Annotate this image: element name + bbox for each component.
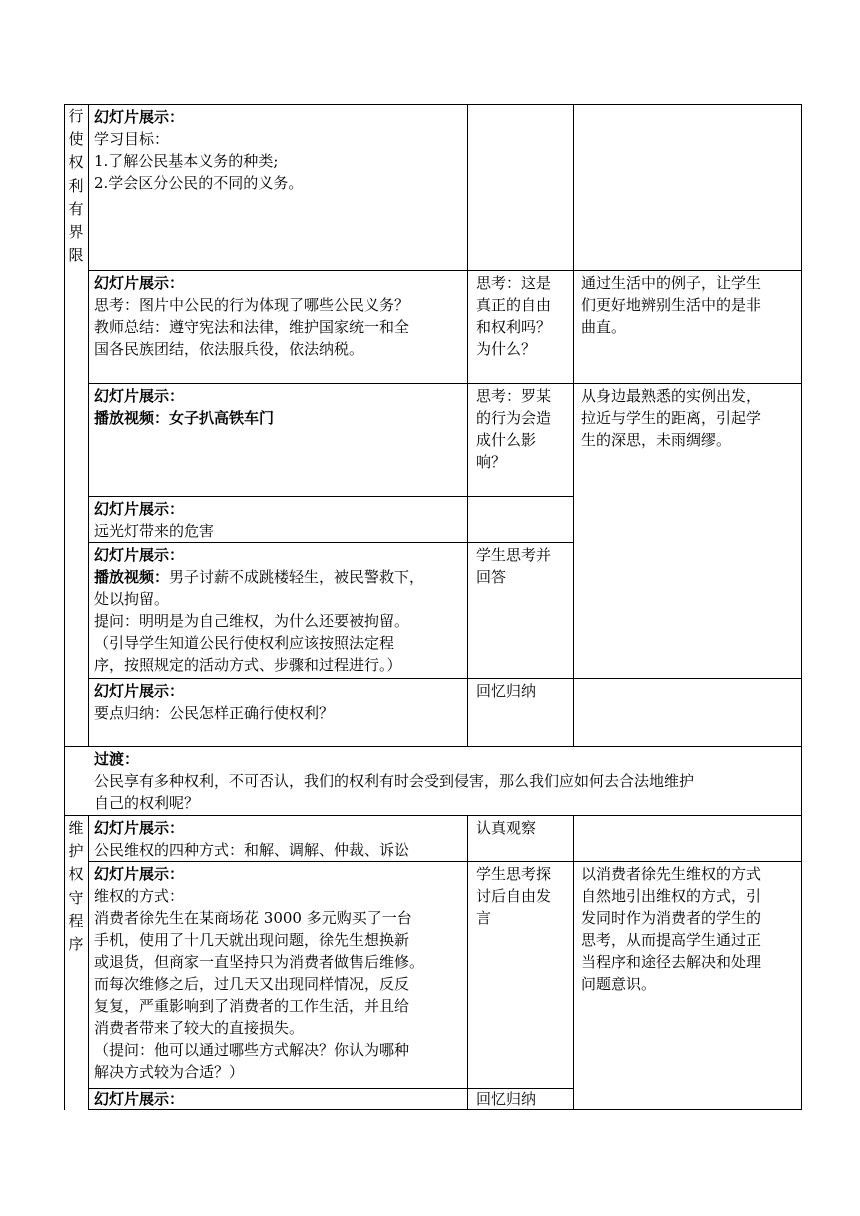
content-line: 播放视频：女子扒高铁车门	[94, 409, 275, 427]
student-activity-cell	[476, 544, 570, 588]
student-activity-cell	[476, 817, 570, 839]
activity-cell	[94, 1088, 464, 1110]
activity-cell	[94, 272, 464, 360]
student-line: 言	[476, 909, 492, 927]
intent-line: 通过生活中的例子，让学生	[581, 274, 762, 292]
transition-cell	[94, 748, 799, 814]
student-line: 思考：这是	[476, 274, 552, 292]
slide-title: 幻灯片展示：	[94, 108, 185, 126]
intent-line: 思考，从而提高学生通过正	[581, 931, 762, 949]
content-line: 复复，严重影响到了消费者的工作生活，并且给	[94, 997, 410, 1015]
row-border	[88, 270, 802, 271]
content-line: 播放视频：男子讨薪不成跳楼轻生，被民警救下，	[94, 568, 425, 586]
content-line: 维权的方式：	[94, 887, 185, 905]
column-border	[88, 815, 89, 1110]
section-label: 行使权利有界限	[68, 107, 84, 265]
student-activity-cell	[476, 863, 570, 929]
student-line: 思考：罗某	[476, 387, 552, 405]
row-border	[64, 104, 802, 105]
content-line: 自己的权利呢？	[94, 794, 200, 812]
content-line: 而每次维修之后，过几天又出现同样情况，反反	[94, 975, 410, 993]
student-activity-cell	[476, 680, 570, 702]
column-border	[573, 815, 574, 1110]
student-line: 回忆归纳	[476, 1090, 537, 1108]
content-line: 思考：图片中公民的行为体现了哪些公民义务？	[94, 296, 410, 314]
intent-line: 生的深思，未雨绸缪。	[581, 431, 732, 449]
slide-title: 幻灯片展示：	[94, 682, 185, 700]
row-border	[88, 861, 802, 862]
activity-cell	[94, 106, 464, 194]
student-line: 和权利吗？	[476, 318, 552, 336]
content-line: 序，按照规定的活动方式、步骤和过程进行。）	[94, 656, 402, 674]
row-border	[88, 678, 802, 679]
content-lead: 播放视频：	[94, 568, 170, 586]
content-line: 要点归纳：公民怎样正确行使权利？	[94, 704, 335, 722]
section-label: 维护权守程序	[68, 819, 84, 954]
row-border	[64, 746, 802, 747]
activity-cell	[94, 385, 464, 429]
student-line: 学生思考探	[476, 865, 552, 883]
column-border	[467, 815, 468, 1110]
column-border	[801, 104, 802, 1110]
content-line: 远光灯带来的危害	[94, 522, 215, 540]
intent-line: 当程序和途径去解决和处理	[581, 953, 762, 971]
row-border	[64, 815, 802, 816]
column-border	[467, 104, 468, 746]
activity-cell	[94, 817, 464, 861]
student-line: 为什么？	[476, 340, 537, 358]
activity-cell	[94, 544, 466, 676]
student-line: 成什么影	[476, 431, 537, 449]
slide-title: 幻灯片展示：	[94, 500, 185, 518]
content-line: （引导学生知道公民行使权利应该按照法定程	[94, 634, 395, 652]
intent-line: 问题意识。	[581, 975, 657, 993]
content-line: 2.学会区分公民的不同的义务。	[94, 174, 304, 192]
content-line: 手机，使用了十几天就出现问题，徐先生想换新	[94, 931, 410, 949]
transition-title: 过渡：	[94, 750, 140, 768]
row-border	[88, 383, 802, 384]
content-line: （提问：他可以通过哪些方式解决？你认为哪种	[94, 1041, 410, 1059]
intent-line: 拉近与学生的距离，引起学	[581, 409, 762, 427]
column-border	[88, 104, 89, 746]
content-line: 提问：明明是为自己维权，为什么还要被拘留。	[94, 612, 410, 630]
design-intent-cell	[581, 863, 799, 995]
content-line: 消费者带来了较大的直接损失。	[94, 1019, 305, 1037]
activity-cell	[94, 498, 464, 542]
content-line: 1.了解公民基本义务的种类;	[94, 152, 279, 170]
content-line: 公民维权的四种方式：和解、调解、仲裁、诉讼	[94, 841, 410, 859]
design-intent-cell	[581, 385, 799, 451]
student-line: 学生思考并	[476, 546, 552, 564]
student-line: 认真观察	[476, 819, 537, 837]
slide-title: 幻灯片展示：	[94, 819, 185, 837]
intent-line: 曲直。	[581, 318, 627, 336]
student-activity-cell	[476, 272, 570, 360]
content-line: 消费者徐先生在某商场花 3000 多元购买了一台	[94, 909, 412, 927]
student-line: 响？	[476, 453, 507, 471]
intent-line: 以消费者徐先生维权的方式	[581, 865, 762, 883]
slide-title: 幻灯片展示：	[94, 546, 185, 564]
content-line: 或退货，但商家一直坚持只为消费者做售后维修。	[94, 953, 425, 971]
activity-cell	[94, 863, 466, 1083]
slide-title: 幻灯片展示：	[94, 865, 185, 883]
slide-title: 幻灯片展示：	[94, 1090, 185, 1108]
content-line: 处以拘留。	[94, 590, 170, 608]
content-line: 解决方式较为合适？）	[94, 1063, 245, 1081]
content-line: 教师总结：遵守宪法和法律，维护国家统一和全	[94, 318, 410, 336]
intent-line: 自然地引出维权的方式，引	[581, 887, 762, 905]
slide-title: 幻灯片展示：	[94, 387, 185, 405]
row-border	[88, 496, 574, 497]
student-line: 回忆归纳	[476, 682, 537, 700]
content-line: 学习目标：	[94, 130, 170, 148]
column-border	[64, 104, 65, 1110]
content-line: 公民享有多种权利，不可否认，我们的权利有时会受到侵害，那么我们应如何去合法地维护	[94, 772, 695, 790]
intent-line: 从身边最熟悉的实例出发，	[581, 387, 762, 405]
student-line: 回答	[476, 568, 507, 586]
design-intent-cell	[581, 272, 799, 338]
student-activity-cell	[476, 385, 570, 473]
student-activity-cell	[476, 1088, 570, 1110]
row-border	[88, 542, 574, 543]
student-line: 真正的自由	[476, 296, 552, 314]
student-line: 讨后自由发	[476, 887, 552, 905]
student-line: 的行为会造	[476, 409, 552, 427]
slide-title: 幻灯片展示：	[94, 274, 185, 292]
intent-line: 发同时作为消费者的学生的	[581, 909, 762, 927]
activity-cell	[94, 680, 464, 724]
intent-line: 们更好地辨别生活中的是非	[581, 296, 762, 314]
column-border	[573, 104, 574, 746]
content-line: 国各民族团结，依法服兵役，依法纳税。	[94, 340, 365, 358]
